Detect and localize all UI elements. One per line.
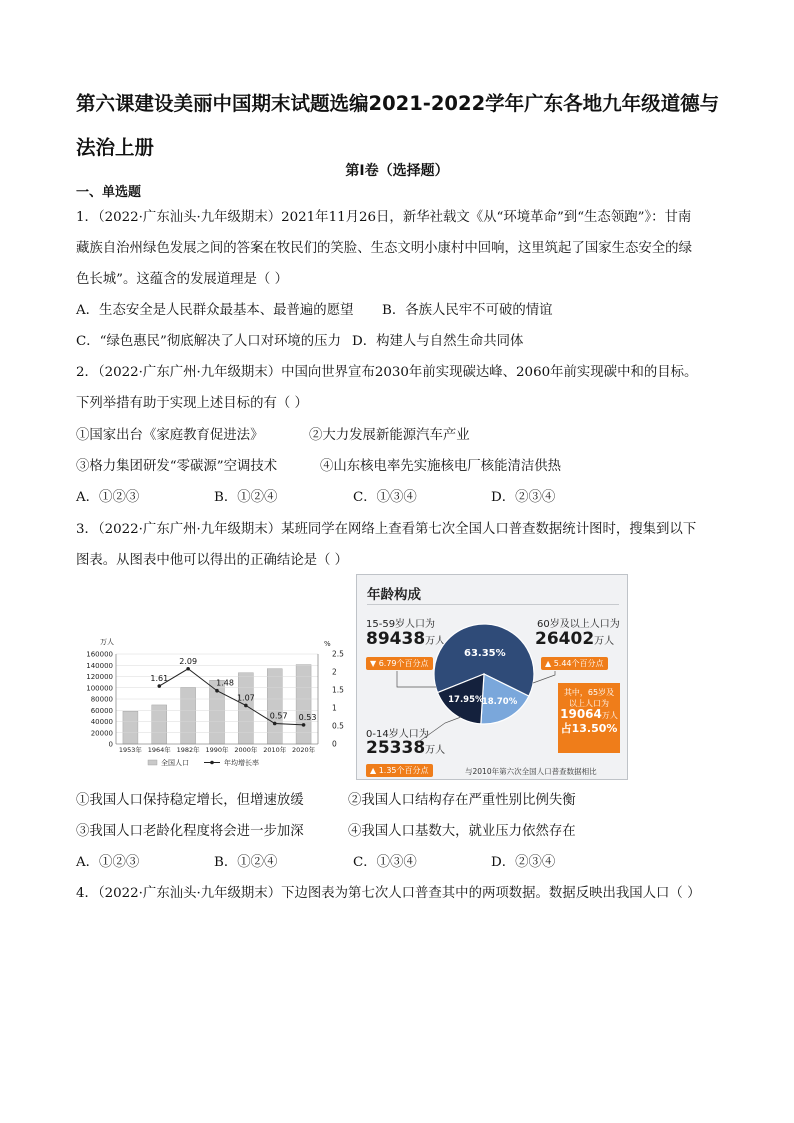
age-composition-infographic [356,574,628,780]
y2-tick-label: 1 [332,703,337,713]
legend-bar-label: 全国人口 [161,759,189,767]
y-tick-label: 160000 [86,650,113,659]
q3-item-3: ③我国人口老龄化程度将会进一步加深 [76,824,304,839]
population-bar [181,687,196,744]
q1-option-a[interactable]: A．生态安全是人民群众最基本、最普遍的愿望 [76,303,354,318]
g1559-connector [397,671,436,687]
g65-share: 占13.50% [560,722,618,735]
growth-rate-data-label: 1.48 [216,678,234,688]
q2-option-c[interactable]: C．①③④ [353,490,417,505]
q1-option-b[interactable]: B．各族人民牢不可破的情谊 [382,303,553,318]
q2-item-2: ②大力发展新能源汽车产业 [309,428,470,443]
population-bar [152,705,167,744]
section-heading: 第Ⅰ卷（选择题） [345,163,449,179]
q2-item-4: ④山东核电率先实施核电厂核能清洁供热 [320,459,562,474]
population-chart [82,632,354,778]
y-tick-label: 40000 [90,718,113,726]
y2-tick-label: 1.5 [332,685,344,695]
q2-stem-line-1: 2．（2022·广东广州·九年级期末）中国向世界宣布2030年前实现碳达峰、2060年前实现碳中和的目标。 [76,365,698,380]
y2-axis-unit: % [324,640,331,648]
q2-option-a[interactable]: A．①②③ [76,490,140,505]
g014-label: 0-14岁人口为 [366,729,429,740]
y-axis-unit: 万人 [100,638,114,646]
g014-change-text: 1.35个百分点 [378,766,429,775]
y-tick-label: 120000 [86,673,113,681]
q3-option-d[interactable]: D．②③④ [491,855,556,870]
q2-item-1: ①国家出台《家庭教育促进法》 [76,428,264,443]
growth-rate-data-label: 1.61 [150,674,169,684]
g65-unit: 万人 [601,711,618,720]
x-tick-label: 1964年 [147,746,171,754]
y2-tick-label: 0.5 [332,721,344,731]
x-tick-label: 2010年 [263,746,287,754]
q2-option-d[interactable]: D．②③④ [491,490,556,505]
g65-number: 19064 [560,707,602,721]
q1-option-c[interactable]: C．“绿色惠民”彻底解决了人口对环境的压力 [76,334,341,349]
g60-label: 60岁及以上人口为 [537,619,620,630]
growth-rate-point [244,704,248,708]
legend-line-marker [210,761,214,765]
g014-unit: 万人 [425,745,446,756]
y-tick-label: 60000 [90,706,113,715]
y2-tick-label: 2.5 [332,649,344,659]
pie-slice-label: 17.95% [448,695,484,706]
q3-stem-line-1: 3．（2022·广东广州·九年级期末）某班同学在网络上查看第七次全国人口普查数据统计图时，搜集到以下 [76,522,697,537]
infographic-title: 年龄构成 [367,587,421,603]
y-tick-label: 140000 [86,661,113,670]
growth-rate-point [302,723,306,727]
g60-connector [533,671,555,683]
population-bar [123,711,138,744]
g1559-unit: 万人 [425,636,446,647]
q4-stem-line-1: 4．（2022·广东汕头·九年级期末）下边图表为第七次人口普查其中的两项数据。数据反映出我国人口（ ） [76,886,701,901]
q3-option-c[interactable]: C．①③④ [353,855,417,870]
x-tick-label: 1953年 [118,746,142,754]
part-heading: 一、单选题 [76,185,142,200]
q2-stem-line-2: 下列举措有助于实现上述目标的有（ ） [76,396,308,411]
g65-line-1: 其中，65岁及 [563,688,615,697]
pie-slice-label: 63.35% [463,648,506,660]
growth-rate-point [186,667,190,671]
q3-item-2: ②我国人口结构存在严重性别比例失衡 [348,793,576,808]
g1559-change-text: 6.79个百分点 [378,659,429,668]
q3-stem-line-2: 图表。从图表中他可以得出的正确结论是（ ） [76,553,349,568]
growth-rate-data-label: 0.53 [298,712,317,722]
g014-number: 25338 [366,738,426,758]
y-tick-label: 80000 [90,695,113,704]
q1-stem-line-1: 1．（2022·广东汕头·九年级期末）2021年11月26日，新华社载文《从“环境革命”到“生态领跑”》：甘南 [76,210,692,225]
up-arrow-icon: ▲ [545,659,552,668]
y-tick-label: 20000 [90,729,113,738]
y-tick-label: 0 [108,740,113,749]
growth-rate-data-label: 1.07 [236,693,255,703]
g60-change-text: 5.44个百分点 [553,659,604,668]
q3-item-4: ④我国人口基数大，就业压力依然存在 [348,824,576,839]
q1-option-d[interactable]: D．构建人与自然生命共同体 [352,334,524,349]
document-title [76,82,726,170]
x-tick-label: 1990年 [205,746,229,754]
q3-option-b[interactable]: B．①②④ [214,855,278,870]
growth-rate-point [273,722,277,726]
title-line-1: 第六课建设美丽中国期末试题选编2021-2022学年广东各地九年级道德与 [76,92,720,115]
up-arrow-icon: ▲ [370,766,377,775]
growth-rate-data-label: 0.57 [269,711,288,721]
q3-option-a[interactable]: A．①②③ [76,855,140,870]
q3-item-1: ①我国人口保持稳定增长，但增速放缓 [76,793,304,808]
g60-unit: 万人 [594,636,615,647]
callout-connectors [357,575,628,780]
q2-option-b[interactable]: B．①②④ [214,490,278,505]
legend-line-label: 年均增长率 [224,759,259,767]
g1559-label: 15-59岁人口为 [366,619,436,630]
x-tick-label: 1982年 [176,746,200,754]
title-line-2: 法治上册 [76,136,155,159]
g65-line-2: 以上人口为 [569,699,609,708]
g014-connector [417,717,461,743]
q2-item-3: ③格力集团研发“零碳源”空调技术 [76,459,278,474]
g1559-number: 89438 [366,629,426,649]
y-tick-label: 100000 [86,684,113,693]
down-arrow-icon: ▼ [370,659,377,668]
q1-stem-line-3: 色长城”。这蕴含的发展道理是（ ） [76,272,288,287]
q1-stem-line-2: 藏族自治州绿色发展之间的答案在牧民们的笑脸、生态文明小康村中回响，这里筑起了国家生态安全的绿 [76,241,692,256]
legend-bar-swatch [148,760,157,765]
x-tick-label: 2000年 [234,746,258,754]
y2-tick-label: 0 [332,739,337,749]
growth-rate-data-label: 2.09 [179,656,198,666]
y2-tick-label: 2 [332,667,337,677]
infographic-footnote: 与2010年第六次全国人口普查数据相比 [465,767,597,776]
growth-rate-point [157,684,161,688]
growth-rate-point [215,689,219,693]
x-tick-label: 2020年 [292,746,316,754]
pie-slice-label: 18.70% [481,696,518,707]
g60-number: 26402 [535,629,595,649]
